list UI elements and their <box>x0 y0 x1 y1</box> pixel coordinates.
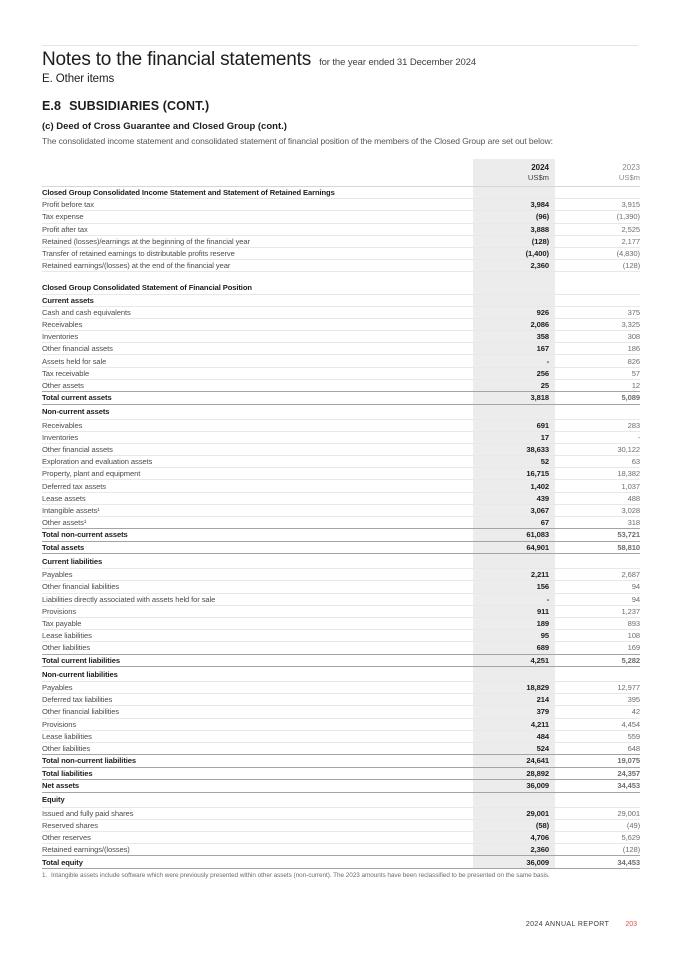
row-label: Total current liabilities <box>42 655 120 665</box>
value-2023: 2,687 <box>621 570 640 580</box>
value-2023: 375 <box>627 307 640 317</box>
row-label: Inventories <box>42 432 79 442</box>
table-row <box>42 694 640 706</box>
value-2024: 4,251 <box>530 655 549 665</box>
row-label: Tax expense <box>42 212 84 222</box>
table-row <box>42 731 640 743</box>
row-label: Provisions <box>42 606 77 616</box>
value-2024: 4,211 <box>530 719 549 729</box>
top-rule <box>42 45 638 46</box>
value-2024: 189 <box>536 619 549 629</box>
value-2023: 559 <box>627 731 640 741</box>
row-label: Other liabilities <box>42 744 91 754</box>
row-label: Transfer of retained earnings to distributable profits reserve <box>42 249 235 259</box>
value-2023: 308 <box>627 332 640 342</box>
table-row <box>42 331 640 343</box>
table-row <box>42 808 640 820</box>
row-label: Other liabilities <box>42 643 91 653</box>
column-unit-2023: US$m <box>618 173 640 182</box>
row-label: Current liabilities <box>42 556 103 566</box>
row-label: Total non-current assets <box>42 530 128 540</box>
table-row <box>42 594 640 606</box>
row-label: Lease assets <box>42 493 86 503</box>
row-label: Other financial liabilities <box>42 707 120 717</box>
page-footer <box>526 921 637 928</box>
column-header-2023 <box>555 163 640 183</box>
row-label: Other assets <box>42 380 84 390</box>
value-2024: 484 <box>536 731 549 741</box>
value-2024: 29,001 <box>526 808 549 818</box>
table-row <box>42 468 640 480</box>
table-row <box>42 456 640 468</box>
table-row <box>42 444 640 456</box>
financial-table <box>42 159 640 869</box>
table-section-gap <box>42 272 640 282</box>
value-2023: 94 <box>631 582 640 592</box>
table-row <box>42 581 640 593</box>
value-2023: 42 <box>631 707 640 717</box>
table-row <box>42 855 640 869</box>
column-year-2023: 2023 <box>622 163 640 172</box>
row-label: Equity <box>42 795 65 805</box>
value-2024: 25 <box>540 380 549 390</box>
value-2023: (49) <box>626 820 640 830</box>
value-2024: 38,633 <box>526 444 549 454</box>
value-2023: 1,237 <box>621 606 640 616</box>
value-2023: 2,177 <box>621 236 640 246</box>
row-label: Deferred tax liabilities <box>42 695 113 705</box>
value-2024: 358 <box>536 332 549 342</box>
header-spacer <box>42 163 473 183</box>
table-row <box>42 654 640 668</box>
footnote-marker: 1. <box>42 871 48 879</box>
table-header <box>42 159 640 187</box>
value-2024: 18,829 <box>526 683 549 693</box>
table-row <box>42 236 640 248</box>
footnote <box>42 872 640 879</box>
value-2023: 58,810 <box>617 542 640 552</box>
value-2023: 5,282 <box>621 655 640 665</box>
value-2023: 283 <box>627 420 640 430</box>
row-label: Inventories <box>42 332 79 342</box>
table-row <box>42 719 640 731</box>
table-row <box>42 224 640 236</box>
section-heading <box>42 99 209 113</box>
value-2023: 30,122 <box>617 444 640 454</box>
value-2023: 648 <box>627 744 640 754</box>
value-2023: 94 <box>631 594 640 604</box>
table-row <box>42 682 640 694</box>
value-2023: 19,075 <box>617 756 640 766</box>
row-label: Other assets¹ <box>42 518 87 528</box>
value-2024: 17 <box>540 432 549 442</box>
table-description: The consolidated income statement and consolidated statement of financial position of the members of the Closed Group are set out below: <box>42 136 553 146</box>
table-row <box>42 528 640 542</box>
table-row <box>42 282 640 294</box>
page-number: 203 <box>625 921 637 928</box>
row-label: Total assets <box>42 542 85 552</box>
footnote-text: Intangible assets include software which were previously presented within other assets (non-current). The 2023 amounts have been reclassified to be presented on the same basis. <box>51 871 550 879</box>
row-label: Receivables <box>42 420 83 430</box>
row-label: Payables <box>42 570 73 580</box>
value-2024: 926 <box>536 307 549 317</box>
value-2023: 186 <box>627 344 640 354</box>
table-body <box>42 187 640 869</box>
value-2024: 28,892 <box>526 768 549 778</box>
value-2024: - <box>546 356 549 366</box>
value-2024: 2,360 <box>530 845 549 855</box>
row-label: Total current assets <box>42 393 112 403</box>
row-label: Non-current assets <box>42 407 110 416</box>
value-2024: (1,400) <box>525 249 549 259</box>
row-label: Profit before tax <box>42 200 94 210</box>
value-2023: 169 <box>627 643 640 653</box>
table-row <box>42 493 640 505</box>
row-label: Cash and cash equivalents <box>42 307 131 317</box>
row-label: Closed Group Consolidated Income Statement and Statement of Retained Earnings <box>42 188 335 198</box>
value-2024: 36,009 <box>526 781 549 791</box>
value-2024: 2,360 <box>530 261 549 271</box>
value-2024: 2,086 <box>530 319 549 329</box>
row-label: Total liabilities <box>42 768 93 778</box>
value-2024: 4,706 <box>530 833 549 843</box>
page-title: Notes to the financial statements <box>42 49 312 70</box>
value-2023: (1,390) <box>616 212 640 222</box>
value-2023: (128) <box>622 845 640 855</box>
table-row <box>42 480 640 492</box>
table-area <box>42 159 640 879</box>
value-2023: (128) <box>622 261 640 271</box>
value-2024: 167 <box>536 344 549 354</box>
value-2024: 3,888 <box>530 224 549 234</box>
row-label: Issued and fully paid shares <box>42 808 134 818</box>
table-row <box>42 391 640 405</box>
table-row <box>42 343 640 355</box>
value-2023: 24,357 <box>617 768 640 778</box>
value-2024: 61,083 <box>526 530 549 540</box>
table-row <box>42 832 640 844</box>
value-2024: 1,402 <box>530 481 549 491</box>
column-unit-2024: US$m <box>527 173 549 182</box>
value-2023: (4,830) <box>616 249 640 259</box>
value-2024: 52 <box>540 457 549 467</box>
table-row <box>42 606 640 618</box>
table-row <box>42 420 640 432</box>
table-row <box>42 319 640 331</box>
section-number: E.8 <box>42 99 62 113</box>
row-label: Total non-current liabilities <box>42 756 136 766</box>
value-2023: 488 <box>627 493 640 503</box>
row-label: Retained earnings/(losses) <box>42 845 130 855</box>
value-2024: 214 <box>536 695 549 705</box>
table-row <box>42 405 640 420</box>
value-2023: 5,629 <box>621 833 640 843</box>
value-2023: 12 <box>631 380 640 390</box>
value-2024: 67 <box>540 518 549 528</box>
column-header-2024 <box>473 163 555 183</box>
table-row <box>42 667 640 682</box>
value-2023: 395 <box>627 695 640 705</box>
row-label: Other reserves <box>42 833 91 843</box>
value-2024: 3,984 <box>530 200 549 210</box>
table-row <box>42 187 640 199</box>
table-row <box>42 295 640 307</box>
table-row <box>42 630 640 642</box>
table-row <box>42 307 640 319</box>
table-row <box>42 211 640 223</box>
value-2024: 439 <box>536 493 549 503</box>
value-2023: 3,915 <box>621 200 640 210</box>
value-2023: 1,037 <box>621 481 640 491</box>
table-row <box>42 368 640 380</box>
value-2024: 379 <box>536 707 549 717</box>
value-2023: 3,028 <box>621 505 640 515</box>
value-2023: 3,325 <box>621 319 640 329</box>
row-label: Retained (losses)/earnings at the beginning of the financial year <box>42 236 250 246</box>
subsection-heading: (c) Deed of Cross Guarantee and Closed Group (cont.) <box>42 121 287 132</box>
row-label: Deferred tax assets <box>42 481 106 491</box>
value-2024: 3,818 <box>530 393 549 403</box>
row-label: Other financial assets <box>42 444 113 454</box>
value-2023: 34,453 <box>617 857 640 867</box>
row-label: Assets held for sale <box>42 356 107 366</box>
row-label: Tax receivable <box>42 368 90 378</box>
value-2023: - <box>637 432 640 442</box>
value-2024: 911 <box>537 606 549 616</box>
table-row <box>42 779 640 793</box>
chapter-label: E. Other items <box>42 73 115 85</box>
value-2024: 256 <box>536 368 549 378</box>
row-label: Other financial assets <box>42 344 113 354</box>
value-2023: 18,382 <box>617 469 640 479</box>
value-2024: 95 <box>540 631 549 641</box>
row-label: Tax payable <box>42 619 82 629</box>
value-2024: 24,641 <box>526 756 549 766</box>
value-2023: 318 <box>627 518 640 528</box>
row-label: Total equity <box>42 857 83 867</box>
value-2023: 4,454 <box>621 719 640 729</box>
value-2023: 57 <box>631 368 640 378</box>
table-row <box>42 569 640 581</box>
table-row <box>42 505 640 517</box>
section-title: SUBSIDIARIES (CONT.) <box>69 99 210 113</box>
value-2023: 34,453 <box>617 781 640 791</box>
value-2024: (96) <box>535 212 549 222</box>
table-row <box>42 199 640 211</box>
value-2023: 63 <box>631 457 640 467</box>
value-2024: 2,211 <box>530 570 549 580</box>
row-label: Exploration and evaluation assets <box>42 457 153 467</box>
table-row <box>42 820 640 832</box>
value-2024: (58) <box>535 820 549 830</box>
page-subtitle: for the year ended 31 December 2024 <box>319 57 477 68</box>
value-2024: 156 <box>536 582 549 592</box>
value-2023: 826 <box>627 356 640 366</box>
value-2024: (128) <box>531 236 549 246</box>
value-2024: 524 <box>536 744 549 754</box>
value-2024: 3,067 <box>530 505 549 515</box>
table-row <box>42 706 640 718</box>
table-row <box>42 260 640 272</box>
row-label: Liabilities directly associated with assets held for sale <box>42 594 216 604</box>
report-name: 2024 ANNUAL REPORT <box>525 921 610 928</box>
value-2023: 108 <box>627 631 640 641</box>
value-2024: 16,715 <box>526 469 549 479</box>
row-label: Intangible assets¹ <box>42 505 100 515</box>
row-label: Receivables <box>42 319 83 329</box>
column-year-2024: 2024 <box>531 163 549 172</box>
table-row <box>42 754 640 768</box>
table-row <box>42 248 640 260</box>
table-row <box>42 355 640 367</box>
row-label: Reserved shares <box>42 820 98 830</box>
value-2023: 893 <box>627 619 640 629</box>
row-label: Lease liabilities <box>42 731 92 741</box>
value-2023: 53,721 <box>617 530 640 540</box>
value-2023: 2,525 <box>621 224 640 234</box>
table-row <box>42 432 640 444</box>
table-row <box>42 793 640 808</box>
row-label: Net assets <box>42 781 79 791</box>
row-label: Current assets <box>42 295 94 305</box>
row-label: Non-current liabilities <box>42 669 118 679</box>
row-label: Closed Group Consolidated Statement of Financial Position <box>42 283 252 293</box>
row-label: Profit after tax <box>42 224 88 234</box>
value-2024: - <box>546 594 549 604</box>
table-row <box>42 541 640 555</box>
value-2023: 12,977 <box>617 683 640 693</box>
table-row <box>42 554 640 569</box>
row-label: Provisions <box>42 719 77 729</box>
row-label: Property, plant and equipment <box>42 469 141 479</box>
value-2024: 64,901 <box>526 542 549 552</box>
row-label: Payables <box>42 683 73 693</box>
value-2024: 36,009 <box>526 857 549 867</box>
row-label: Lease liabilities <box>42 631 92 641</box>
value-2024: 689 <box>536 643 549 653</box>
row-label: Retained earnings/(losses) at the end of the financial year <box>42 261 231 271</box>
value-2023: 29,001 <box>617 808 640 818</box>
table-row <box>42 618 640 630</box>
masthead <box>42 49 476 71</box>
row-label: Other financial liabilities <box>42 582 120 592</box>
value-2024: 691 <box>536 420 549 430</box>
table-row <box>42 767 640 781</box>
value-2023: 5,089 <box>621 393 640 403</box>
